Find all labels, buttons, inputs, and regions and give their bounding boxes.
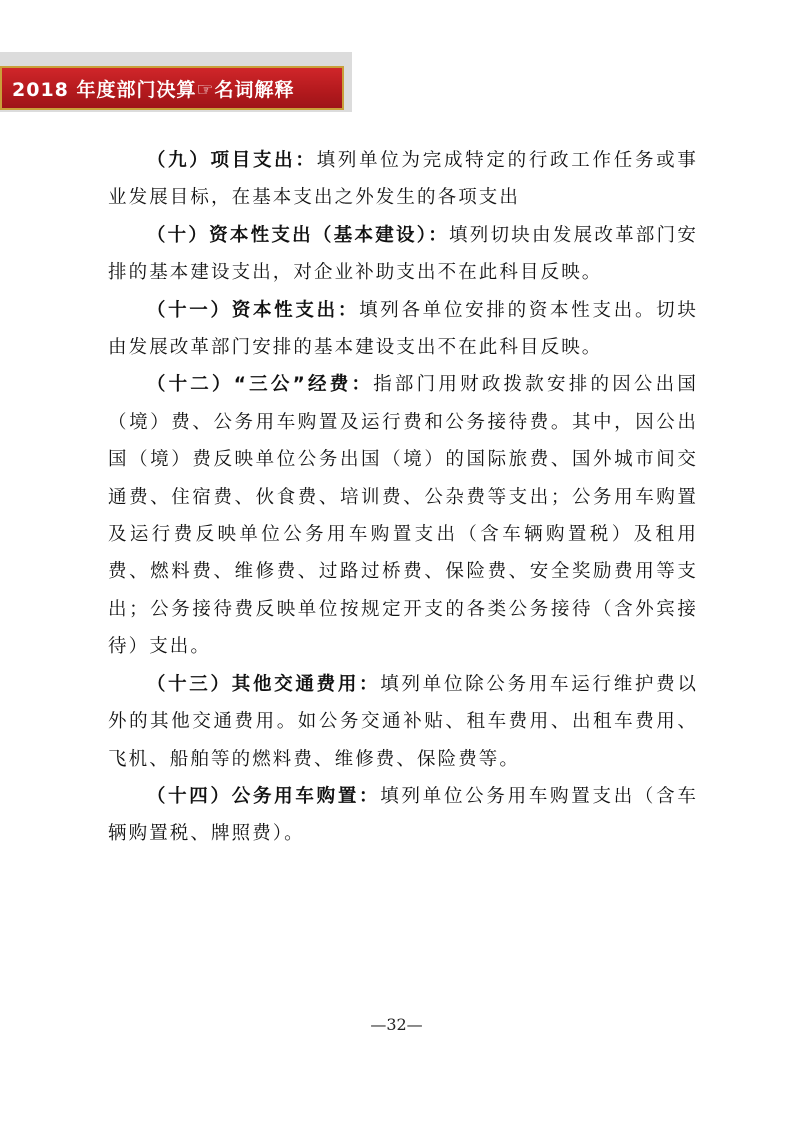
definition-text: 指部门用财政拨款安排的因公出国（境）费、公务用车购置及运行费和公务接待费。其中，因公出国（境）费反映单位公务出国（境）的国际旅费、国外城市间交通费、住宿费、伙食费、培训费、公杂费等支出；公务用车购置及运行费反映单位公务用车购置支出（含车辆购置税）及租用费、燃料费、维修费、过路过桥费、保险费、安全奖励费用等支出；公务接待费反映单位按规定开支的各类公务接待（含外宾接待）支出。 (108, 374, 698, 658)
term-label: （九）项目支出： (146, 150, 317, 171)
paragraph-three-public-expenses (108, 366, 698, 665)
paragraph-project-expenditure (108, 142, 698, 217)
definition-text: 填列单位为完成特定的行政工作任务或事业发展目标，在基本支出之外发生的各项支出 (108, 150, 698, 209)
term-label: （十三）其他交通费用： (146, 673, 381, 695)
paragraph-capital-expenditure (108, 292, 698, 367)
paragraph-capital-expenditure-construction (108, 217, 698, 292)
paragraph-other-transport-costs (108, 666, 698, 778)
term-label: （十四）公务用车购置： (146, 785, 381, 807)
definition-text: 填列切块由发展改革部门安排的基本建设支出，对企业补助支出不在此科目反映。 (108, 224, 698, 284)
page-number: —32— (370, 1015, 423, 1034)
definition-text: 填列单位公务用车购置支出（含车辆购置税、牌照费）。 (108, 785, 698, 845)
definition-text: 填列各单位安排的资本性支出。切块由发展改革部门安排的基本建设支出不在此科目反映。 (108, 299, 698, 359)
section-banner (0, 66, 344, 110)
definition-text: 填列单位除公务用车运行维护费以外的其他交通费用。如公务交通补贴、租车费用、出租车费用、飞机、船舶等的燃料费、维修费、保险费等。 (108, 673, 698, 770)
paragraph-official-vehicle-purchase (108, 778, 698, 853)
term-label: （十一）资本性支出： (146, 299, 360, 321)
document-body (108, 142, 698, 853)
banner-title: 2018 年度部门决算☞名词解释 (12, 78, 295, 101)
term-label: （十二）“三公”经费： (146, 374, 374, 396)
term-label: （十）资本性支出（基本建设）： (146, 224, 450, 246)
